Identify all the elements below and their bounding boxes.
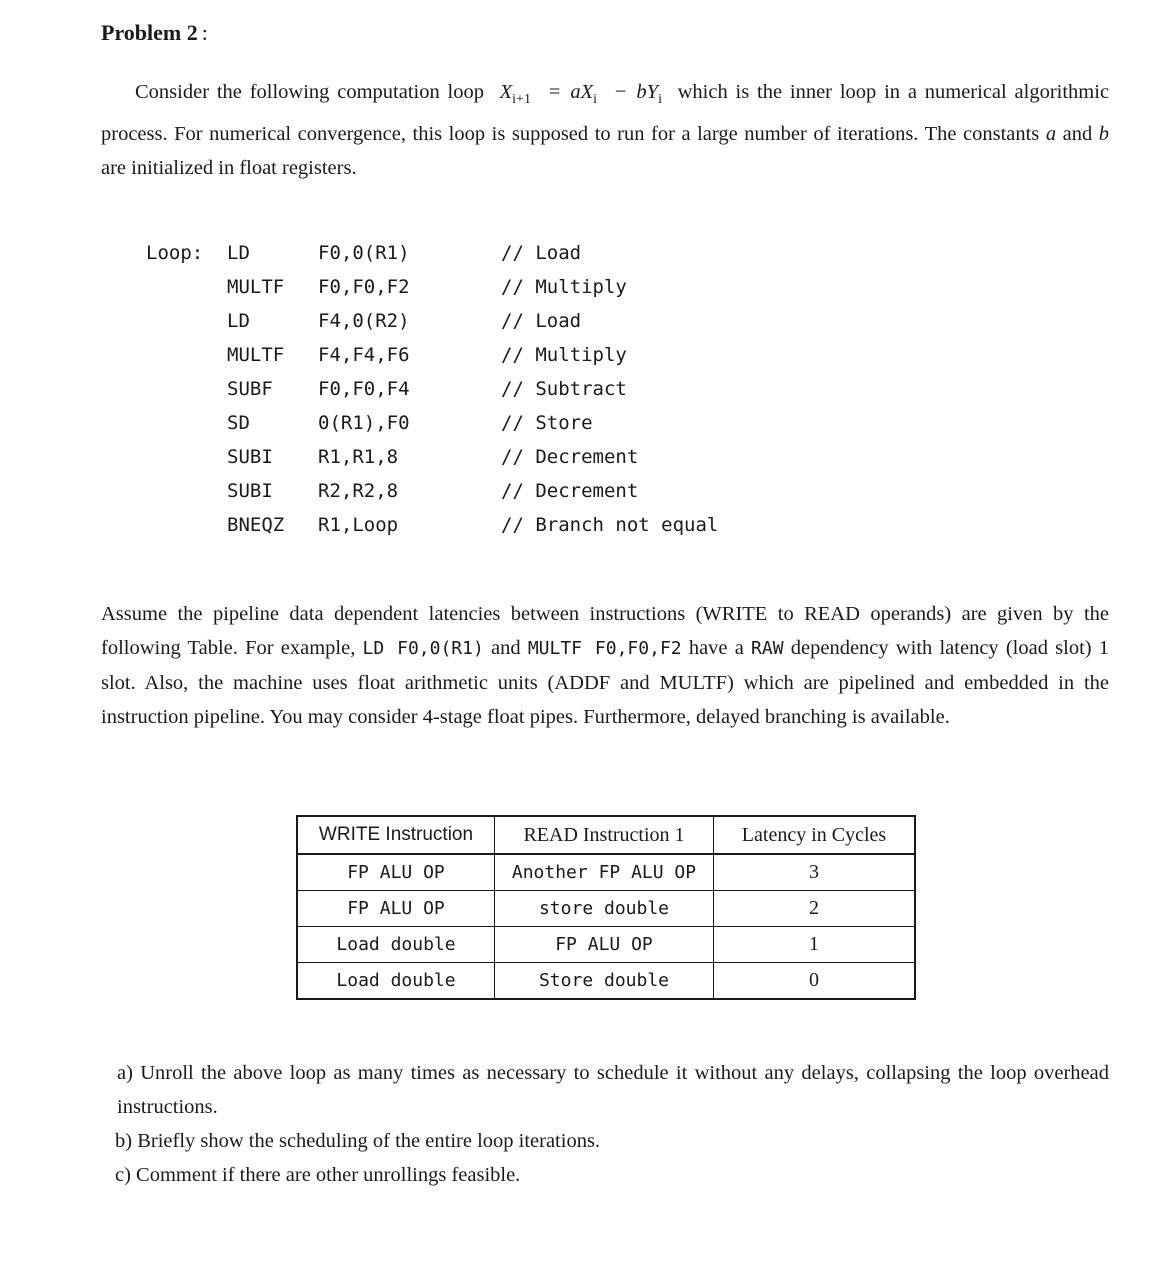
code-operands: F4,0(R2) [318,310,410,332]
table-header-row [297,816,915,854]
intro-text-after: which is the inner loop in a numerical algorithmic process. For numerical convergence, this loop is supposed to run for a large number of iterations. The constants [101,81,1110,146]
cell-latency: 1 [714,927,916,963]
code-opcode: SUBI [227,446,273,468]
code-operands: F0,F0,F4 [318,378,410,400]
table-row [297,854,915,891]
code-opcode: SD [227,412,250,434]
inline-code-ld: LD F0,0(R1) [362,638,484,659]
code-comment: // Decrement [501,446,639,468]
cell-write: Load double [297,927,495,963]
cell-latency: 3 [714,854,916,891]
code-comment: // Load [501,242,582,264]
code-operands: R1,R1,8 [318,446,399,468]
cell-latency: 0 [714,963,916,1000]
cell-read: Store double [495,963,714,1000]
problem-heading [101,20,208,46]
table-row [297,963,915,1000]
intro-and: and [1062,123,1093,146]
latency-table [296,815,916,1000]
assumption-paragraph [101,597,1109,734]
var-a: a [1045,123,1057,146]
cell-write: FP ALU OP [297,854,495,891]
code-operands: F0,F0,F2 [318,276,410,298]
code-comment: // Decrement [501,480,639,502]
assume-text-1: Assume the pipeline data dependent latencies between instructions (WRITE to READ operands) are given by the following Table. For example, [101,603,1109,659]
cell-read: store double [495,891,714,927]
code-comment: // Store [501,412,593,434]
code-comment: // Subtract [501,378,627,400]
loop-label: Loop: [146,242,204,264]
question-c: c) Comment if there are other unrollings feasible. [115,1164,521,1186]
code-comment: // Branch not equal [501,514,719,536]
code-comment: // Load [501,310,582,332]
code-operands: F0,0(R1) [318,242,410,264]
code-operands: R1,Loop [318,514,399,536]
cell-read: FP ALU OP [495,927,714,963]
cell-read: Another FP ALU OP [495,854,714,891]
code-comment: // Multiply [501,344,627,366]
code-operands: R2,R2,8 [318,480,399,502]
header-latency: Latency in Cycles [714,816,916,854]
code-opcode: SUBI [227,480,273,502]
code-opcode: LD [227,310,250,332]
table-row [297,891,915,927]
cell-write: FP ALU OP [297,891,495,927]
code-operands: F4,F4,F6 [318,344,410,366]
code-operands: 0(R1),F0 [318,412,410,434]
questions [101,1056,1109,1192]
code-opcode: MULTF [227,344,285,366]
inline-code-raw: RAW [751,638,784,659]
assume-text-2: have a [688,637,744,659]
question-b: b) Briefly show the scheduling of the entire loop iterations. [115,1130,601,1152]
assume-and: and [491,637,521,659]
code-opcode: LD [227,242,250,264]
question-a: a) Unroll the above loop as many times as necessary to schedule it without any delays, collapsing the loop overhead instructions. [117,1062,1109,1118]
code-opcode: MULTF [227,276,285,298]
table-row [297,927,915,963]
intro-text-end: are initialized in float registers. [101,157,357,180]
code-opcode: BNEQZ [227,514,285,536]
var-b: b [1098,123,1110,146]
cell-latency: 2 [714,891,916,927]
assume-text-3: dependency with latency (load slot) 1 slot. Also, the machine uses float arithmetic units (ADDF and MULTF) which are pipelined and embedded in the instruction pipeline. You may consider 4-stage float pipes. Furthermore, delayed branching is available. [101,637,1110,728]
inline-code-multf: MULTF F0,F0,F2 [527,638,682,659]
problem-colon: : [201,20,208,45]
header-read-instruction: READ Instruction 1 [495,816,714,854]
intro-paragraph [101,75,1109,185]
cell-write: Load double [297,963,495,1000]
code-comment: // Multiply [501,276,627,298]
problem-title: Problem 2 [101,20,198,45]
recurrence-formula: $X_{i+1} = aX_i - bY_i$ [499,81,662,108]
intro-text-before: Consider the following computation loop [135,81,484,103]
header-write-instruction: WRITE Instruction [297,816,495,854]
code-opcode: SUBF [227,378,273,400]
